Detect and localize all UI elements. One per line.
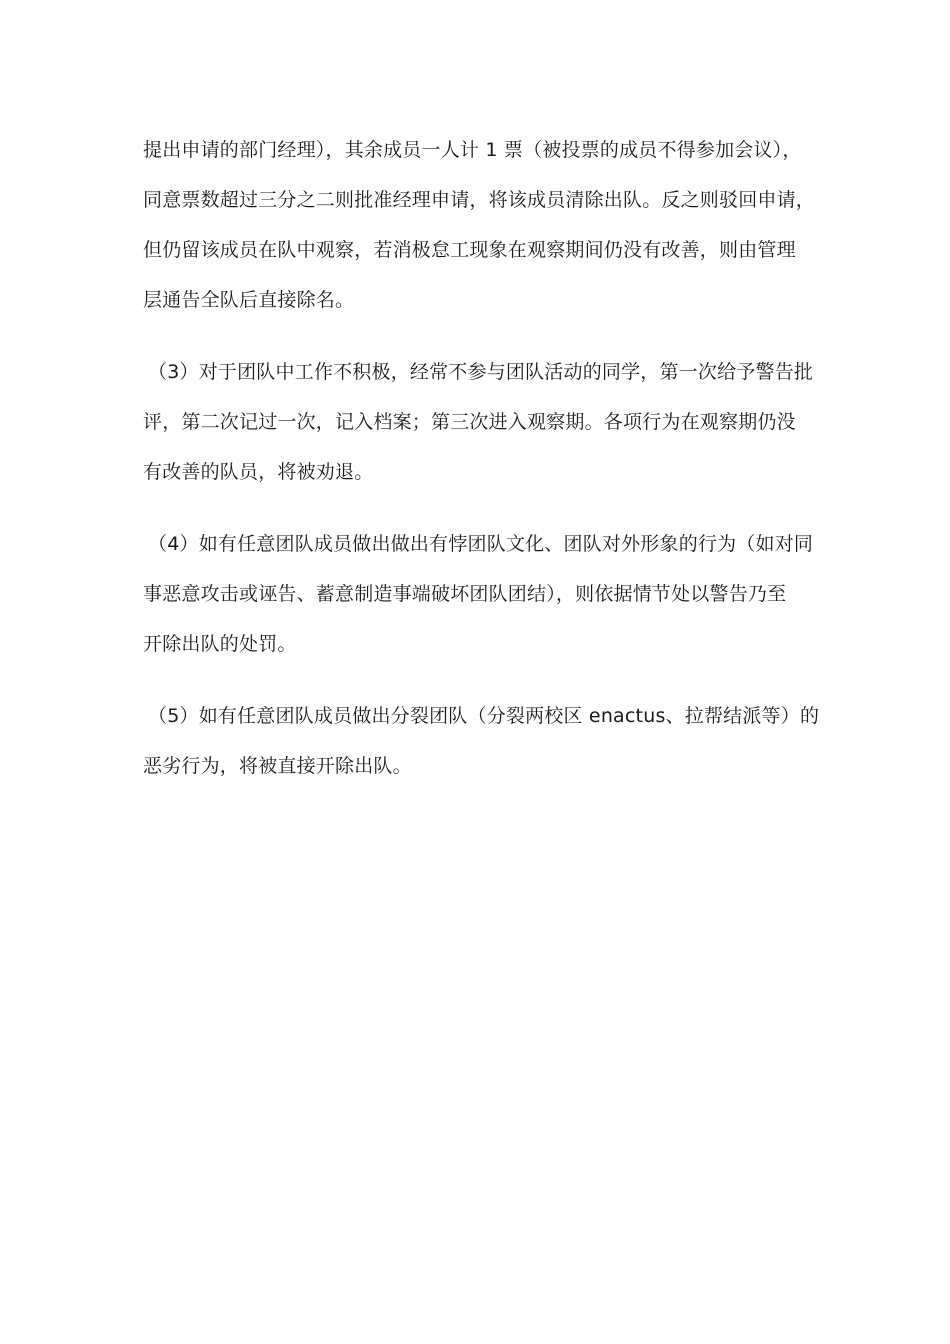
paragraph-4-line-2: 恶劣行为，将被直接开除出队。 [143, 755, 412, 777]
paragraph-3-line-2: 事恶意攻击或诬告、蓄意制造事端破坏团队团结），则依据情节处以警告乃至 [143, 583, 787, 605]
paragraph-2-line-2: 评，第二次记过一次，记入档案；第三次进入观察期。各项行为在观察期仍没 [143, 411, 796, 433]
paragraph-1-line-2: 同意票数超过三分之二则批准经理申请，将该成员清除出队。反之则驳回申请， [143, 189, 816, 211]
paragraph-4-line-1: （5）如有任意团队成员做出分裂团队（分裂两校区 enactus、拉帮结派等）的 [148, 705, 820, 727]
paragraph-1-line-4: 层通告全队后直接除名。 [143, 289, 355, 311]
paragraph-1-line-1: 提出申请的部门经理），其余成员一人计 1 票（被投票的成员不得参加会议）， [143, 139, 802, 161]
paragraph-3-line-3: 开除出队的处罚。 [143, 633, 297, 655]
paragraph-1-line-3: 但仍留该成员在队中观察，若消极怠工现象在观察期间仍没有改善，则由管理 [143, 239, 796, 261]
paragraph-3-line-1: （4）如有任意团队成员做出做出有悖团队文化、团队对外形象的行为（如对同 [148, 533, 814, 555]
paragraph-2-line-3: 有改善的队员，将被劝退。 [143, 461, 374, 483]
paragraph-2-line-1: （3）对于团队中工作不积极，经常不参与团队活动的同学，第一次给予警告批 [148, 361, 814, 383]
